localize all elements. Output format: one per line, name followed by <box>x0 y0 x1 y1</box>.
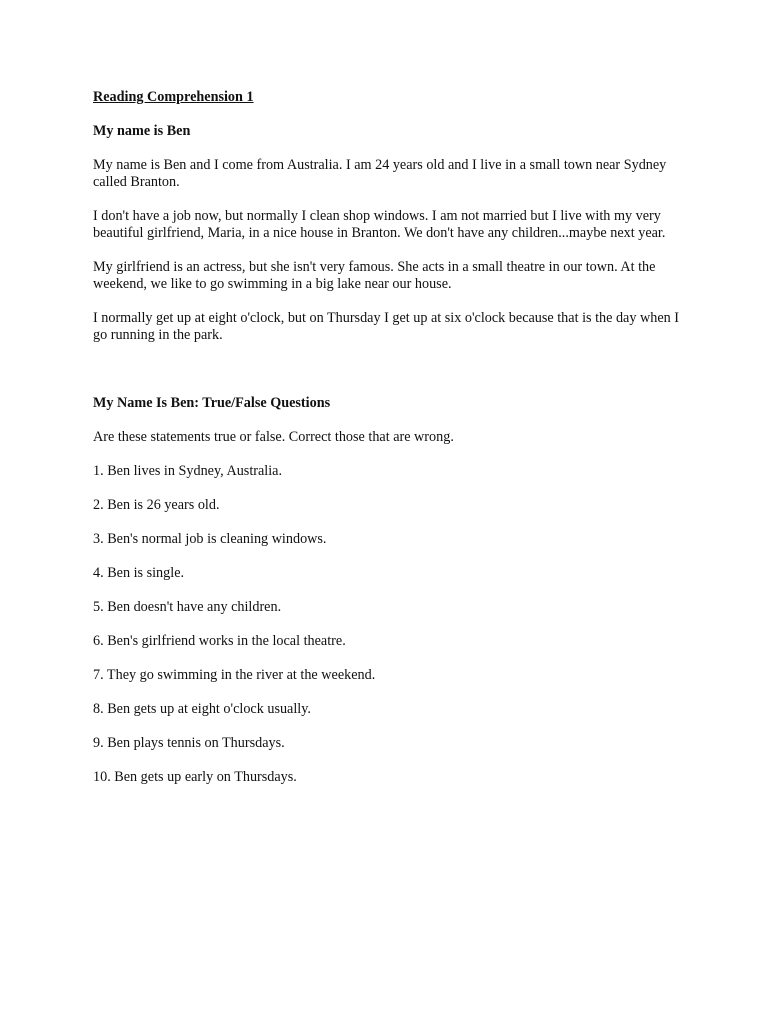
question-item-5: 5. Ben doesn't have any children. <box>93 599 282 615</box>
story-paragraph-3: My girlfriend is an actress, but she isn't very famous. She acts in a small theatre in our town. At the weekend, we like to go swimming in a big lake near our house. <box>93 259 656 292</box>
story-paragraph-2: I don't have a job now, but normally I clean shop windows. I am not married but I live with my very beautiful girlfriend, Maria, in a nice house in Branton. We don't have any children...maybe next year. <box>93 208 666 241</box>
questions-title: My Name Is Ben: True/False Questions <box>93 395 331 411</box>
story-paragraph-4: I normally get up at eight o'clock, but on Thursday I get up at six o'clock because that is the day when I go running in the park. <box>93 310 679 343</box>
question-item-1: 1. Ben lives in Sydney, Australia. <box>93 463 283 479</box>
question-item-4: 4. Ben is single. <box>93 565 185 581</box>
question-item-10: 10. Ben gets up early on Thursdays. <box>93 769 297 785</box>
question-item-7: 7. They go swimming in the river at the weekend. <box>93 667 376 683</box>
story-paragraph-1: My name is Ben and I come from Australia. I am 24 years old and I live in a small town near Sydney called Branton. <box>93 157 667 190</box>
question-item-9: 9. Ben plays tennis on Thursdays. <box>93 735 285 751</box>
question-item-2: 2. Ben is 26 years old. <box>93 497 220 513</box>
question-item-6: 6. Ben's girlfriend works in the local theatre. <box>93 633 346 649</box>
story-title: My name is Ben <box>93 123 191 139</box>
questions-instructions: Are these statements true or false. Correct those that are wrong. <box>93 429 454 445</box>
question-item-3: 3. Ben's normal job is cleaning windows. <box>93 531 327 547</box>
document-title: Reading Comprehension 1 <box>93 89 254 105</box>
question-item-8: 8. Ben gets up at eight o'clock usually. <box>93 701 311 717</box>
worksheet-page <box>93 89 683 786</box>
